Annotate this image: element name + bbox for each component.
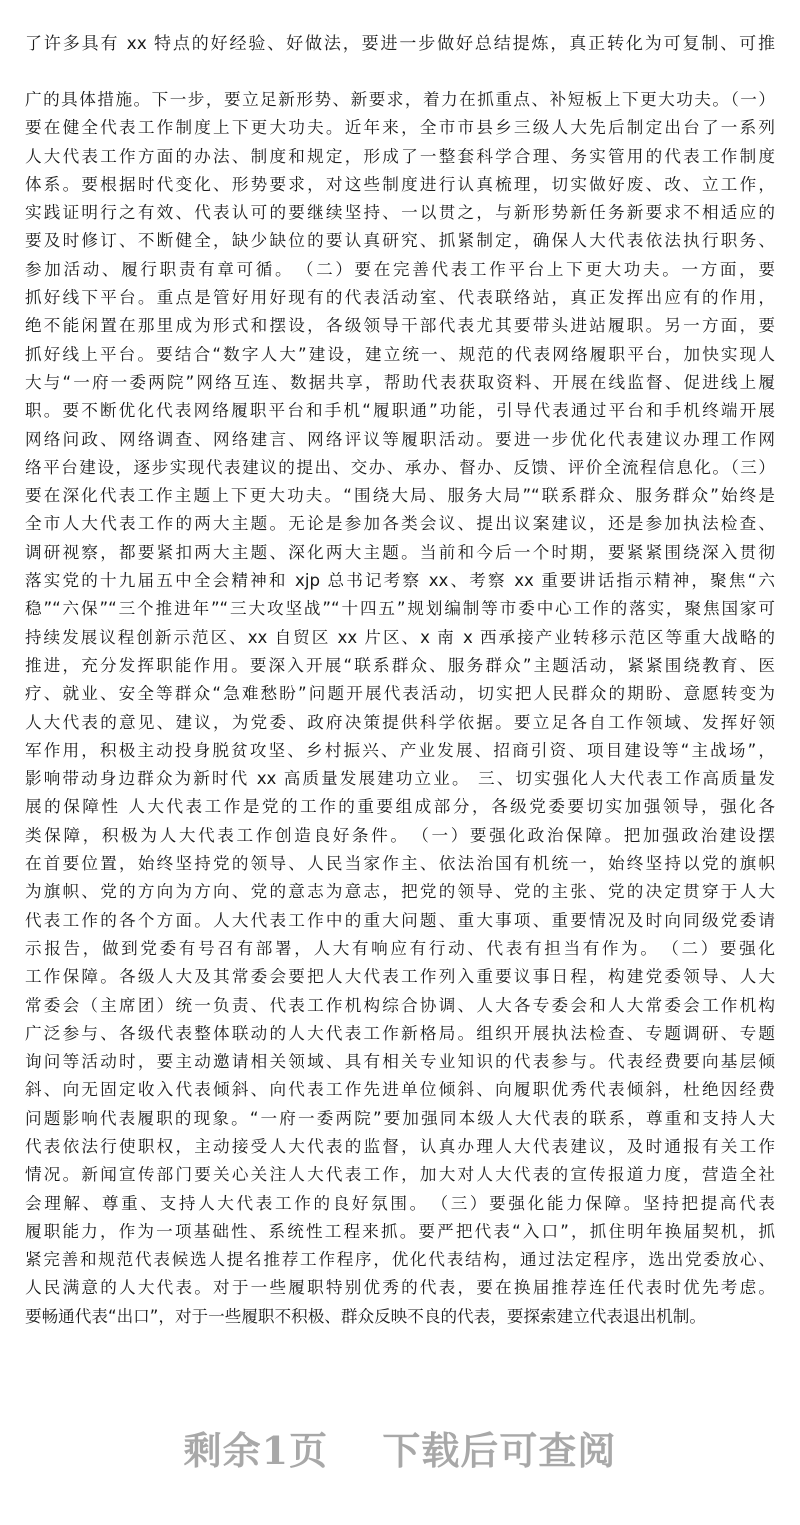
text-line: 大与“一府一委两院”网络互连、数据共享，帮助代表获取资料、开展在线监督、促进线上履 <box>25 372 775 392</box>
download-hint-label: 下载后可查阅 <box>382 1428 617 1473</box>
text-line: 情况。新闻宣传部门要关心关注人大代表工作，加大对人大代表的宣传报道力度，营造全社 <box>25 1165 775 1185</box>
text-line: 人民满意的人大代表。对于一些履职特别优秀的代表，要在换届推荐连任代表时优先考虑。 <box>25 1278 775 1298</box>
text-line: 军作用，积极主动投身脱贫攻坚、乡村振兴、产业发展、招商引资、项目建设等“主战场”， <box>25 740 775 760</box>
text-line: 影响带动身边群众为新时代 xx 高质量发展建功立业。 三、切实强化人大代表工作高质量发 <box>25 769 775 789</box>
text-line: 全市人大代表工作的两大主题。无论是参加各类会议、提出议案建议，还是参加执法检查、 <box>25 514 775 534</box>
text-line: 代表依法行使职权，主动接受人大代表的监督，认真办理人大代表建议，及时通报有关工作 <box>25 1136 775 1156</box>
text-line: 要在健全代表工作制度上下更大功夫。近年来，全市市县乡三级人大先后制定出台了一系列 <box>25 118 775 138</box>
text-line: 询问等活动时，要主动邀请相关领域、具有相关专业知识的代表参与。代表经费要向基层倾 <box>25 1052 775 1072</box>
document-body <box>25 86 775 1331</box>
text-line: 紧完善和规范代表候选人提名推荐工作程序，优化代表结构，通过法定程序，选出党委放心、 <box>25 1250 775 1270</box>
text-line: 会理解、尊重、支持人大代表工作的良好氛围。 （三）要强化能力保障。坚持把提高代表 <box>25 1193 775 1213</box>
text-line: 实践证明行之有效、代表认可的要继续坚持、一以贯之，与新形势新任务新要求不相适应的 <box>25 203 775 223</box>
text-line: 职。要不断优化代表网络履职平台和手机“履职通”功能，引导代表通过平台和手机终端开展 <box>25 401 775 421</box>
download-prompt[interactable] <box>0 1420 800 1475</box>
text-line: 体系。要根据时代变化、形势要求，对这些制度进行认真梳理，切实做好废、改、立工作， <box>25 174 775 194</box>
text-line: 人大代表的意见、建议，为党委、政府决策提供科学依据。要立足各自工作领域、发挥好领 <box>25 712 775 732</box>
text-line: 示报告，做到党委有号召有部署，人大有响应有行动、代表有担当有作为。 （二）要强化 <box>25 938 775 958</box>
text-line: 要在深化代表工作主题上下更大功夫。“围绕大局、服务大局”“联系群众、服务群众”始终是 <box>25 486 775 506</box>
text-line: 络平台建设，逐步实现代表建议的提出、交办、承办、督办、反馈、评价全流程信息化。（三） <box>25 457 775 477</box>
text-line: 抓好线上平台。要结合“数字人大”建设，建立统一、规范的代表网络履职平台，加快实现人 <box>25 344 775 364</box>
remaining-pages-label: 剩余1页 <box>183 1428 329 1473</box>
text-line: 斜、向无固定收入代表倾斜、向代表工作先进单位倾斜、向履职优秀代表倾斜，杜绝因经费 <box>25 1080 775 1100</box>
text-line: 抓好线下平台。重点是管好用好现有的代表活动室、代表联络站，真正发挥出应有的作用， <box>25 288 775 308</box>
text-line: 广泛参与、各级代表整体联动的人大代表工作新格局。组织开展执法检查、专题调研、专题 <box>25 1023 775 1043</box>
text-line: 持续发展议程创新示范区、xx 自贸区 xx 片区、x 南 x 西承接产业转移示范区等重大战略的 <box>25 627 775 647</box>
text-line: 为旗帜、党的方向为方向、党的意志为意志，把党的领导、党的主张、党的决定贯穿于人大 <box>25 882 775 902</box>
text-line: 疗、就业、安全等群众“急难愁盼”问题开展代表活动，切实把人民群众的期盼、意愿转变为 <box>25 684 775 704</box>
text-line: 绝不能闲置在那里成为形式和摆设，各级领导干部代表尤其要带头进站履职。另一方面，要 <box>25 316 775 336</box>
text-line: 稳”“六保”“三个推进年”“三大攻坚战”“十四五”规划编制等市委中心工作的落实，聚焦国家可 <box>25 599 775 619</box>
text-line: 广的具体措施。下一步，要立足新形势、新要求，着力在抓重点、补短板上下更大功夫。（一） <box>25 90 775 109</box>
text-line: 参加活动、履行职责有章可循。 （二）要在完善代表工作平台上下更大功夫。一方面，要 <box>25 259 775 279</box>
text-line: 推进，充分发挥职能作用。要深入开展“联系群众、服务群众”主题活动，紧紧围绕教育、医 <box>25 655 775 675</box>
text-line: 要及时修订、不断健全，缺少缺位的要认真研究、抓紧制定，确保人大代表依法执行职务、 <box>25 231 775 251</box>
text-line: 问题影响代表履职的现象。“一府一委两院”要加强同本级人大代表的联系，尊重和支持人大 <box>25 1108 775 1128</box>
text-line: 履职能力，作为一项基础性、系统性工程来抓。要严把代表“入口”，抓住明年换届契机，抓 <box>25 1221 775 1241</box>
text-line: 类保障，积极为人大代表工作创造良好条件。 （一）要强化政治保障。把加强政治建设摆 <box>25 825 775 845</box>
text-line: 常委会（主席团）统一负责、代表工作机构综合协调、人大各专委会和人大常委会工作机构 <box>25 995 775 1015</box>
previous-page-tail: 了许多具有 xx 特点的好经验、好做法，要进一步做好总结提炼，真正转化为可复制、可推 <box>25 34 775 54</box>
text-line: 代表工作的各个方面。人大代表工作中的重大问题、重大事项、重要情况及时向同级党委请 <box>25 910 775 930</box>
text-line: 展的保障性 人大代表工作是党的工作的重要组成部分，各级党委要切实加强领导，强化各 <box>25 797 775 817</box>
text-line: 要畅通代表“出口”，对于一些履职不积极、群众反映不良的代表，要探索建立代表退出机制。 <box>25 1306 706 1326</box>
cropped-previous-line <box>25 0 775 2</box>
text-line: 在首要位置，始终坚持党的领导、人民当家作主、依法治国有机统一，始终坚持以党的旗帜 <box>25 854 775 874</box>
text-line: 网络问政、网络调查、网络建言、网络评议等履职活动。要进一步优化代表建议办理工作网 <box>25 429 775 449</box>
text-line: 调研视察，都要紧扣两大主题、深化两大主题。当前和今后一个时期，要紧紧围绕深入贯彻 <box>25 542 775 562</box>
text-line: 工作保障。各级人大及其常委会要把人大代表工作列入重要议事日程，构建党委领导、人大 <box>25 967 775 987</box>
text-line: 落实党的十九届五中全会精神和 xjp 总书记考察 xx、考察 xx 重要讲话指示精神，聚焦“六 <box>25 571 775 591</box>
text-line: 人大代表工作方面的办法、制度和规定，形成了一整套科学合理、务实管用的代表工作制度 <box>25 146 775 166</box>
